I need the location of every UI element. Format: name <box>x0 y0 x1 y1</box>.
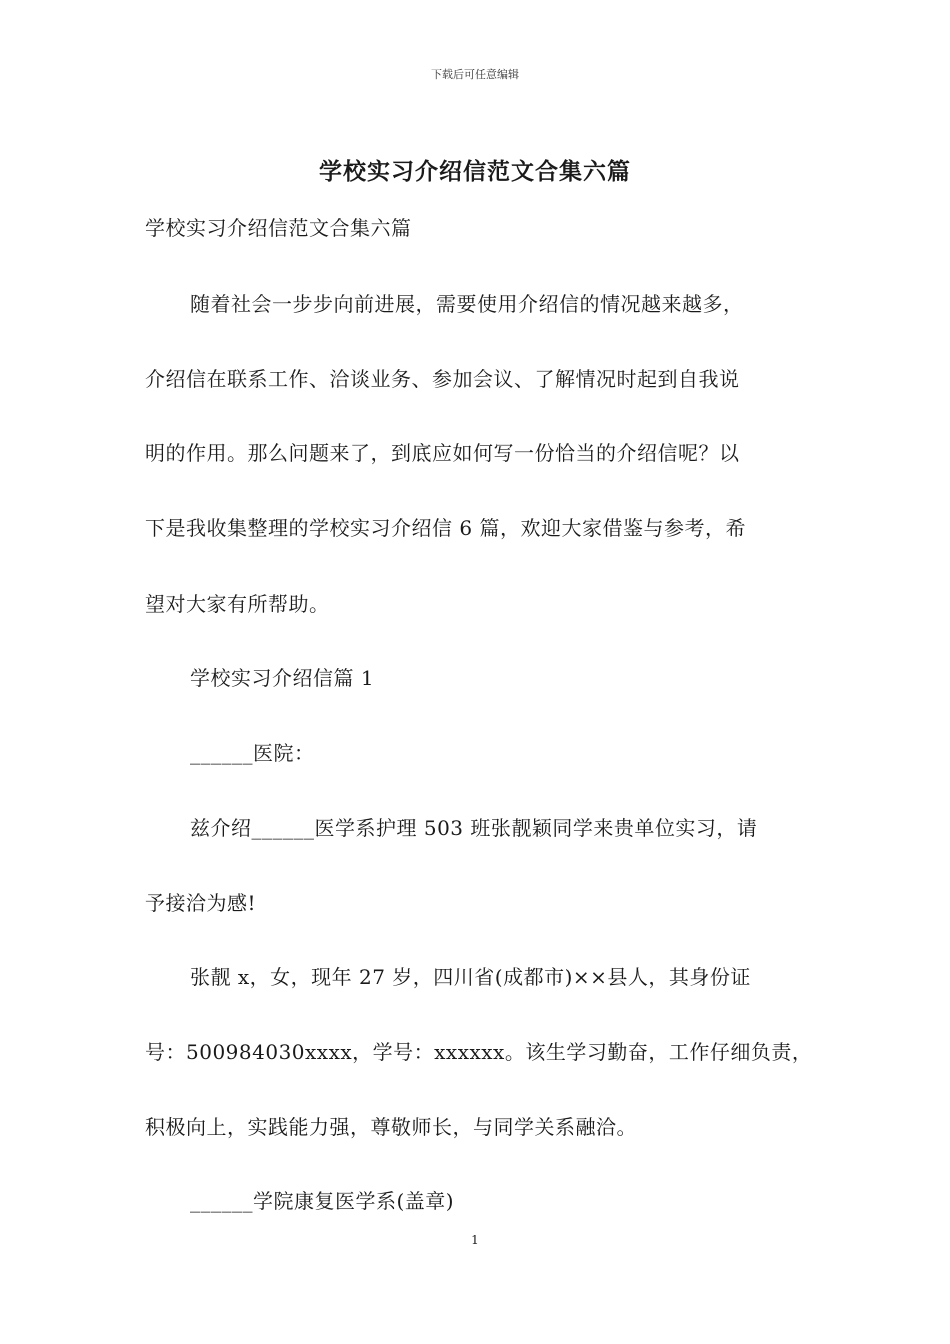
intro-line-4: 下是我收集整理的学校实习介绍信 6 篇，欢迎大家借鉴与参考，希 <box>145 516 746 540</box>
body-line-4: 号：500984030xxxx，学号：xxxxxx。该生学习勤奋，工作仔细负责， <box>145 1040 813 1064</box>
recipient-line: ______医院： <box>190 741 315 765</box>
intro-line-5: 望对大家有所帮助。 <box>145 592 330 616</box>
page-header: 下载后可任意编辑 <box>431 68 519 81</box>
page-number: 1 <box>471 1233 479 1247</box>
intro-line-2: 介绍信在联系工作、洽谈业务、参加会议、了解情况时起到自我说 <box>145 367 740 391</box>
subtitle-line: 学校实习介绍信范文合集六篇 <box>145 216 412 240</box>
section-heading: 学校实习介绍信篇 1 <box>190 666 375 690</box>
signature-line: ______学院康复医学系(盖章) <box>190 1189 455 1213</box>
body-line-5: 积极向上，实践能力强，尊敬师长，与同学关系融洽。 <box>145 1115 637 1139</box>
intro-line-3: 明的作用。那么问题来了，到底应如何写一份恰当的介绍信呢？以 <box>145 441 740 465</box>
body-line-2: 予接洽为感! <box>145 891 257 915</box>
body-line-1: 兹介绍______医学系护理 503 班张靓颖同学来贵单位实习，请 <box>190 816 758 840</box>
body-line-3: 张靓 x，女，现年 27 岁，四川省(成都市)××县人，其身份证 <box>190 965 751 989</box>
document-title: 学校实习介绍信范文合集六篇 <box>319 158 631 185</box>
intro-line-1: 随着社会一步步向前进展，需要使用介绍信的情况越来越多， <box>190 292 744 316</box>
